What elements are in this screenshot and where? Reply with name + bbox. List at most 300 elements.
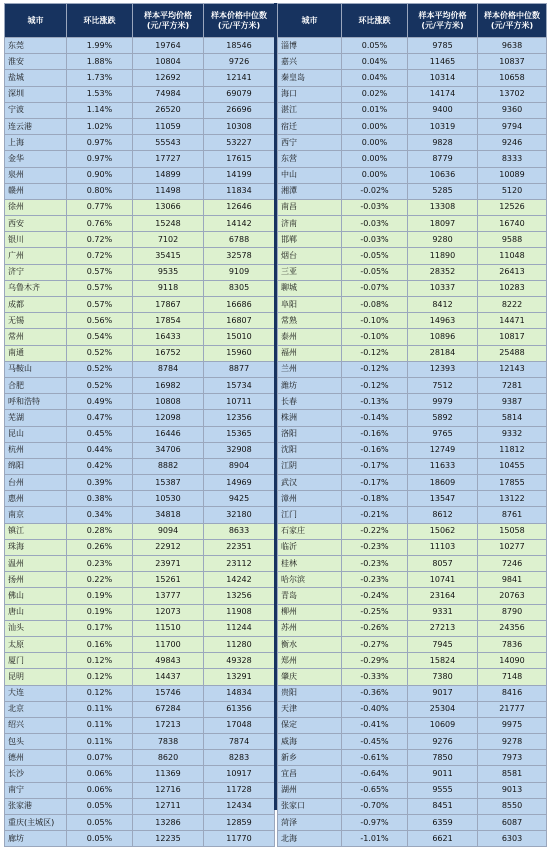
cell-mom: 0.57% xyxy=(67,264,133,280)
table-row xyxy=(278,701,547,717)
cell-median: 8904 xyxy=(204,458,275,474)
cell-city: 三亚 xyxy=(278,264,342,280)
cell-city: 南昌 xyxy=(278,199,342,215)
cell-city: 潍坊 xyxy=(278,377,342,393)
header-avg: 样本平均价格 (元/平方米) xyxy=(133,4,204,38)
table-row xyxy=(278,297,547,313)
table-row xyxy=(5,377,275,393)
cell-mom: 0.77% xyxy=(67,199,133,215)
cell-mom: 0.44% xyxy=(67,442,133,458)
table-row xyxy=(5,329,275,345)
cell-avg: 18097 xyxy=(408,216,478,232)
cell-city: 保定 xyxy=(278,717,342,733)
cell-avg: 34818 xyxy=(133,507,204,523)
cell-avg: 28184 xyxy=(408,345,478,361)
table-row xyxy=(278,264,547,280)
table-row xyxy=(5,135,275,151)
cell-mom: 0.45% xyxy=(67,426,133,442)
cell-city: 温州 xyxy=(5,556,67,572)
cell-mom: -0.24% xyxy=(342,588,408,604)
cell-median: 18546 xyxy=(204,38,275,54)
cell-mom: -0.45% xyxy=(342,734,408,750)
cell-city: 湘潭 xyxy=(278,183,342,199)
table-row xyxy=(5,86,275,102)
cell-city: 佛山 xyxy=(5,588,67,604)
cell-avg: 9118 xyxy=(133,280,204,296)
cell-avg: 8620 xyxy=(133,750,204,766)
cell-median: 14199 xyxy=(204,167,275,183)
cell-avg: 15824 xyxy=(408,653,478,669)
cell-avg: 7838 xyxy=(133,734,204,750)
cell-avg: 9555 xyxy=(408,782,478,798)
cell-median: 7281 xyxy=(478,377,547,393)
table-row xyxy=(278,685,547,701)
cell-mom: 0.80% xyxy=(67,183,133,199)
table-row xyxy=(278,394,547,410)
cell-median: 8581 xyxy=(478,766,547,782)
cell-mom: 0.06% xyxy=(67,766,133,782)
cell-avg: 9094 xyxy=(133,523,204,539)
cell-city: 杭州 xyxy=(5,442,67,458)
cell-avg: 8057 xyxy=(408,556,478,572)
table-row xyxy=(278,151,547,167)
cell-median: 9278 xyxy=(478,734,547,750)
cell-median: 25488 xyxy=(478,345,547,361)
cell-mom: -0.64% xyxy=(342,766,408,782)
table-row xyxy=(5,248,275,264)
cell-avg: 8612 xyxy=(408,507,478,523)
cell-avg: 12692 xyxy=(133,70,204,86)
cell-city: 合肥 xyxy=(5,377,67,393)
cell-avg: 12098 xyxy=(133,410,204,426)
cell-mom: -0.05% xyxy=(342,248,408,264)
table-row xyxy=(5,507,275,523)
cell-median: 11770 xyxy=(204,831,275,847)
cell-avg: 19764 xyxy=(133,38,204,54)
cell-avg: 8784 xyxy=(133,361,204,377)
cell-city: 赣州 xyxy=(5,183,67,199)
cell-city: 无锡 xyxy=(5,313,67,329)
cell-median: 8550 xyxy=(478,798,547,814)
table-row xyxy=(278,232,547,248)
cell-city: 太原 xyxy=(5,636,67,652)
cell-avg: 12073 xyxy=(133,604,204,620)
cell-city: 南京 xyxy=(5,507,67,523)
cell-city: 江阴 xyxy=(278,458,342,474)
table-row xyxy=(5,183,275,199)
cell-mom: -0.22% xyxy=(342,523,408,539)
cell-avg: 9765 xyxy=(408,426,478,442)
table-row xyxy=(5,297,275,313)
table-row xyxy=(5,620,275,636)
cell-median: 15734 xyxy=(204,377,275,393)
cell-median: 6087 xyxy=(478,815,547,831)
cell-mom: -0.03% xyxy=(342,232,408,248)
cell-avg: 9280 xyxy=(408,232,478,248)
cell-mom: -0.17% xyxy=(342,475,408,491)
cell-city: 菏泽 xyxy=(278,815,342,831)
cell-avg: 5892 xyxy=(408,410,478,426)
cell-mom: 0.12% xyxy=(67,669,133,685)
cell-mom: 0.57% xyxy=(67,297,133,313)
cell-city: 沈阳 xyxy=(278,442,342,458)
cell-avg: 16752 xyxy=(133,345,204,361)
table-row xyxy=(278,70,547,86)
cell-city: 南宁 xyxy=(5,782,67,798)
cell-avg: 17867 xyxy=(133,297,204,313)
cell-median: 10277 xyxy=(478,539,547,555)
cell-median: 14090 xyxy=(478,653,547,669)
cell-city: 深圳 xyxy=(5,86,67,102)
cell-median: 11244 xyxy=(204,620,275,636)
table-row xyxy=(5,70,275,86)
cell-avg: 11369 xyxy=(133,766,204,782)
cell-city: 金华 xyxy=(5,151,67,167)
cell-avg: 15746 xyxy=(133,685,204,701)
cell-mom: -0.29% xyxy=(342,653,408,669)
cell-median: 6303 xyxy=(478,831,547,847)
cell-avg: 8882 xyxy=(133,458,204,474)
cell-mom: 0.04% xyxy=(342,70,408,86)
cell-median: 11908 xyxy=(204,604,275,620)
cell-median: 49328 xyxy=(204,653,275,669)
cell-mom: 0.49% xyxy=(67,394,133,410)
cell-city: 北京 xyxy=(5,701,67,717)
table-row xyxy=(5,313,275,329)
cell-median: 32578 xyxy=(204,248,275,264)
cell-avg: 14963 xyxy=(408,313,478,329)
table-row xyxy=(278,248,547,264)
cell-avg: 11510 xyxy=(133,620,204,636)
cell-median: 16740 xyxy=(478,216,547,232)
table-row xyxy=(278,442,547,458)
cell-median: 12434 xyxy=(204,798,275,814)
cell-median: 15365 xyxy=(204,426,275,442)
cell-mom: 0.90% xyxy=(67,167,133,183)
cell-median: 8790 xyxy=(478,604,547,620)
cell-city: 汕头 xyxy=(5,620,67,636)
cell-avg: 23164 xyxy=(408,588,478,604)
header-city: 城市 xyxy=(5,4,67,38)
cell-avg: 7380 xyxy=(408,669,478,685)
cell-median: 9841 xyxy=(478,572,547,588)
cell-mom: -0.23% xyxy=(342,539,408,555)
cell-city: 南通 xyxy=(5,345,67,361)
cell-avg: 11465 xyxy=(408,54,478,70)
table-row xyxy=(5,669,275,685)
table-row xyxy=(278,86,547,102)
cell-median: 13291 xyxy=(204,669,275,685)
cell-mom: -0.16% xyxy=(342,426,408,442)
cell-city: 包头 xyxy=(5,734,67,750)
cell-median: 16807 xyxy=(204,313,275,329)
cell-median: 10455 xyxy=(478,458,547,474)
cell-median: 9588 xyxy=(478,232,547,248)
cell-city: 济南 xyxy=(278,216,342,232)
cell-city: 哈尔滨 xyxy=(278,572,342,588)
cell-median: 13122 xyxy=(478,491,547,507)
table-row xyxy=(278,750,547,766)
cell-city: 泰州 xyxy=(278,329,342,345)
cell-city: 大连 xyxy=(5,685,67,701)
cell-mom: -0.61% xyxy=(342,750,408,766)
cell-city: 马鞍山 xyxy=(5,361,67,377)
cell-mom: -0.10% xyxy=(342,329,408,345)
cell-median: 20763 xyxy=(478,588,547,604)
table-row xyxy=(278,54,547,70)
cell-avg: 67284 xyxy=(133,701,204,717)
cell-city: 昆明 xyxy=(5,669,67,685)
cell-city: 漳州 xyxy=(278,491,342,507)
cell-median: 10837 xyxy=(478,54,547,70)
cell-avg: 13547 xyxy=(408,491,478,507)
cell-city: 邯郸 xyxy=(278,232,342,248)
cell-city: 桂林 xyxy=(278,556,342,572)
cell-mom: -0.25% xyxy=(342,604,408,620)
cell-avg: 12711 xyxy=(133,798,204,814)
header-mom: 环比涨跌 xyxy=(342,4,408,38)
table-row xyxy=(5,685,275,701)
cell-avg: 28352 xyxy=(408,264,478,280)
cell-avg: 10804 xyxy=(133,54,204,70)
cell-avg: 12393 xyxy=(408,361,478,377)
cell-avg: 15062 xyxy=(408,523,478,539)
table-row xyxy=(278,523,547,539)
table-row xyxy=(278,361,547,377)
cell-avg: 9400 xyxy=(408,102,478,118)
cell-city: 淄博 xyxy=(278,38,342,54)
cell-mom: 0.05% xyxy=(342,38,408,54)
cell-city: 扬州 xyxy=(5,572,67,588)
cell-avg: 74984 xyxy=(133,86,204,102)
table-row xyxy=(278,491,547,507)
table-row xyxy=(5,653,275,669)
cell-city: 长沙 xyxy=(5,766,67,782)
cell-mom: 0.57% xyxy=(67,280,133,296)
cell-city: 武汉 xyxy=(278,475,342,491)
cell-city: 上海 xyxy=(5,135,67,151)
cell-city: 郑州 xyxy=(278,653,342,669)
table-row xyxy=(5,345,275,361)
cell-mom: 0.42% xyxy=(67,458,133,474)
cell-avg: 16982 xyxy=(133,377,204,393)
cell-mom: 0.05% xyxy=(67,798,133,814)
table-row xyxy=(5,523,275,539)
cell-mom: 0.11% xyxy=(67,734,133,750)
cell-median: 9726 xyxy=(204,54,275,70)
cell-median: 15960 xyxy=(204,345,275,361)
cell-city: 江门 xyxy=(278,507,342,523)
cell-median: 13702 xyxy=(478,86,547,102)
cell-median: 14969 xyxy=(204,475,275,491)
cell-city: 廊坊 xyxy=(5,831,67,847)
table-row xyxy=(278,798,547,814)
table-row xyxy=(5,588,275,604)
table-row xyxy=(278,410,547,426)
cell-median: 32180 xyxy=(204,507,275,523)
table-row xyxy=(278,734,547,750)
cell-mom: 0.05% xyxy=(67,815,133,831)
cell-mom: -0.36% xyxy=(342,685,408,701)
cell-avg: 15387 xyxy=(133,475,204,491)
cell-city: 盐城 xyxy=(5,70,67,86)
cell-median: 26696 xyxy=(204,102,275,118)
table-row xyxy=(5,766,275,782)
cell-median: 12143 xyxy=(478,361,547,377)
cell-city: 宁波 xyxy=(5,102,67,118)
table-row xyxy=(5,572,275,588)
cell-mom: 0.07% xyxy=(67,750,133,766)
cell-median: 8333 xyxy=(478,151,547,167)
cell-avg: 11633 xyxy=(408,458,478,474)
cell-mom: -0.23% xyxy=(342,572,408,588)
cell-median: 10089 xyxy=(478,167,547,183)
cell-city: 济宁 xyxy=(5,264,67,280)
cell-avg: 16446 xyxy=(133,426,204,442)
cell-city: 北海 xyxy=(278,831,342,847)
cell-median: 12141 xyxy=(204,70,275,86)
cell-mom: -0.13% xyxy=(342,394,408,410)
cell-city: 呼和浩特 xyxy=(5,394,67,410)
cell-mom: 0.97% xyxy=(67,135,133,151)
cell-median: 21777 xyxy=(478,701,547,717)
table-row xyxy=(278,669,547,685)
cell-city: 成都 xyxy=(5,297,67,313)
table-row xyxy=(278,313,547,329)
cell-median: 6788 xyxy=(204,232,275,248)
cell-mom: -0.12% xyxy=(342,377,408,393)
cell-mom: 0.97% xyxy=(67,151,133,167)
cell-mom: -0.02% xyxy=(342,183,408,199)
cell-avg: 49843 xyxy=(133,653,204,669)
cell-median: 7246 xyxy=(478,556,547,572)
cell-mom: -0.70% xyxy=(342,798,408,814)
cell-mom: 0.17% xyxy=(67,620,133,636)
cell-median: 24356 xyxy=(478,620,547,636)
table-row xyxy=(278,345,547,361)
cell-mom: 0.00% xyxy=(342,135,408,151)
cell-mom: 0.12% xyxy=(67,685,133,701)
cell-mom: -1.01% xyxy=(342,831,408,847)
cell-median: 11812 xyxy=(478,442,547,458)
cell-median: 12646 xyxy=(204,199,275,215)
cell-mom: -0.27% xyxy=(342,636,408,652)
table-row xyxy=(278,38,547,54)
cell-mom: -0.12% xyxy=(342,361,408,377)
cell-avg: 8451 xyxy=(408,798,478,814)
cell-mom: -0.10% xyxy=(342,313,408,329)
header-city: 城市 xyxy=(278,4,342,38)
cell-avg: 11700 xyxy=(133,636,204,652)
cell-mom: 0.54% xyxy=(67,329,133,345)
cell-mom: 0.52% xyxy=(67,345,133,361)
cell-city: 台州 xyxy=(5,475,67,491)
cell-mom: 0.00% xyxy=(342,151,408,167)
cell-mom: -0.03% xyxy=(342,199,408,215)
cell-mom: 0.39% xyxy=(67,475,133,491)
cell-mom: 0.72% xyxy=(67,248,133,264)
table-row xyxy=(278,831,547,847)
cell-avg: 11498 xyxy=(133,183,204,199)
cell-avg: 10636 xyxy=(408,167,478,183)
cell-city: 聊城 xyxy=(278,280,342,296)
cell-mom: 0.00% xyxy=(342,167,408,183)
cell-mom: 0.56% xyxy=(67,313,133,329)
table-row xyxy=(5,442,275,458)
cell-city: 德州 xyxy=(5,750,67,766)
cell-city: 青岛 xyxy=(278,588,342,604)
header-mom: 环比涨跌 xyxy=(67,4,133,38)
cell-median: 10308 xyxy=(204,118,275,134)
cell-avg: 13777 xyxy=(133,588,204,604)
cell-avg: 11103 xyxy=(408,539,478,555)
cell-mom: 1.99% xyxy=(67,38,133,54)
cell-median: 14471 xyxy=(478,313,547,329)
cell-median: 15058 xyxy=(478,523,547,539)
cell-avg: 27213 xyxy=(408,620,478,636)
cell-median: 32908 xyxy=(204,442,275,458)
table-row xyxy=(278,539,547,555)
cell-city: 衡水 xyxy=(278,636,342,652)
cell-city: 连云港 xyxy=(5,118,67,134)
cell-median: 53227 xyxy=(204,135,275,151)
cell-city: 新乡 xyxy=(278,750,342,766)
table-row xyxy=(5,264,275,280)
cell-city: 常州 xyxy=(5,329,67,345)
price-ranking-table xyxy=(4,3,546,843)
table-row xyxy=(5,539,275,555)
cell-city: 东营 xyxy=(278,151,342,167)
table-row xyxy=(5,798,275,814)
cell-avg: 17213 xyxy=(133,717,204,733)
cell-avg: 10808 xyxy=(133,394,204,410)
cell-mom: 0.28% xyxy=(67,523,133,539)
table-row xyxy=(5,54,275,70)
table-row xyxy=(5,717,275,733)
cell-median: 7836 xyxy=(478,636,547,652)
cell-avg: 12749 xyxy=(408,442,478,458)
cell-mom: -0.65% xyxy=(342,782,408,798)
cell-avg: 10741 xyxy=(408,572,478,588)
table-row xyxy=(5,831,275,847)
table-row xyxy=(5,491,275,507)
cell-mom: -0.05% xyxy=(342,264,408,280)
cell-avg: 9785 xyxy=(408,38,478,54)
cell-city: 徐州 xyxy=(5,199,67,215)
cell-city: 东莞 xyxy=(5,38,67,54)
cell-median: 11728 xyxy=(204,782,275,798)
right-table xyxy=(277,3,547,847)
cell-median: 61356 xyxy=(204,701,275,717)
cell-mom: 1.14% xyxy=(67,102,133,118)
cell-city: 洛阳 xyxy=(278,426,342,442)
cell-median: 7874 xyxy=(204,734,275,750)
cell-mom: 0.47% xyxy=(67,410,133,426)
table-row xyxy=(5,410,275,426)
cell-city: 镇江 xyxy=(5,523,67,539)
table-row xyxy=(278,102,547,118)
cell-city: 惠州 xyxy=(5,491,67,507)
cell-avg: 26520 xyxy=(133,102,204,118)
cell-mom: 0.26% xyxy=(67,539,133,555)
table-row xyxy=(278,167,547,183)
cell-mom: 0.11% xyxy=(67,701,133,717)
cell-city: 广州 xyxy=(5,248,67,264)
cell-avg: 9011 xyxy=(408,766,478,782)
cell-avg: 10896 xyxy=(408,329,478,345)
cell-median: 11048 xyxy=(478,248,547,264)
cell-median: 12356 xyxy=(204,410,275,426)
